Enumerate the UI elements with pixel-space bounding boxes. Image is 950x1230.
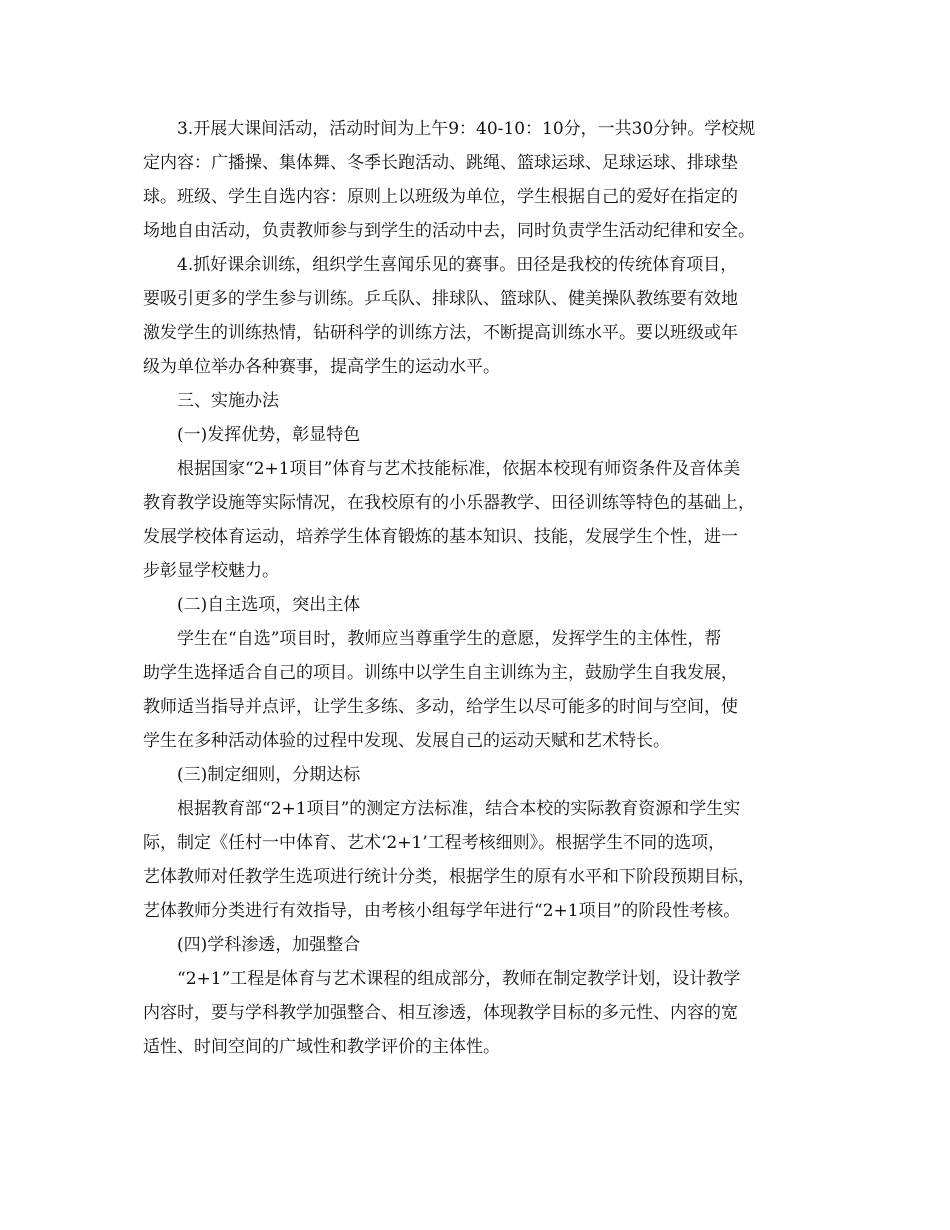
text-line: 4.抓好课余训练，组织学生喜闻乐见的赛事。田径是我校的传统体育项目， (177, 255, 738, 275)
text-line: 3.开展大课间活动，活动时间为上午9：40-10：10分，一共30分钟。学校规 (177, 119, 756, 139)
text-line: 艺体教师对任教学生选项进行统计分类，根据学生的原有水平和下阶段预期目标， (143, 867, 755, 887)
text-line: 内容时，要与学科教学加强整合、相互渗透，体现教学目标的多元性、内容的宽 (143, 1003, 738, 1023)
subheading-self-selection (143, 588, 813, 622)
subheading-subject-integration (143, 928, 813, 962)
heading-line: (三)制定细则，分期达标 (177, 765, 361, 785)
text-line: 根据教育部“2+1项目”的测定方法标准，结合本校的实际教育资源和学生实 (177, 799, 741, 819)
text-line: 根据国家“2+1项目”体育与艺术技能标准，依据本校现有师资条件及音体美 (177, 459, 741, 479)
text-line: 步彰显学校魅力。 (143, 561, 279, 581)
document-body (143, 112, 813, 1064)
text-line: 际，制定《任村一中体育、艺术‘2+1’工程考核细则》。根据学生不同的选项， (143, 833, 726, 853)
heading-line: (一)发挥优势，彰显特色 (177, 425, 361, 445)
text-line: 艺体教师分类进行有效指导，由考核小组每学年进行“2+1项目”的阶段性考核。 (143, 901, 741, 921)
text-line: 教育教学设施等实际情况，在我校原有的小乐器教学、田径训练等特色的基础上， (143, 493, 755, 513)
heading-line: 三、实施办法 (177, 391, 279, 411)
text-line: 激发学生的训练热情，钻研科学的训练方法，不断提高训练水平。要以班级或年 (143, 323, 738, 343)
text-line: 适性、时间空间的广域性和教学评价的主体性。 (143, 1037, 500, 1057)
paragraph-curriculum (143, 962, 813, 1064)
paragraph-after-school-training (143, 248, 813, 384)
heading-line: (二)自主选项，突出主体 (177, 595, 361, 615)
paragraph-student-choice (143, 622, 813, 758)
text-line: 助学生选择适合自己的项目。训练中以学生自主训练为主，鼓励学生自我发展， (143, 663, 738, 683)
text-line: 球。班级、学生自选内容：原则上以班级为单位，学生根据自己的爱好在指定的 (143, 187, 738, 207)
text-line: 级为单位举办各种赛事，提高学生的运动水平。 (143, 357, 500, 377)
text-line: “2+1”工程是体育与艺术课程的组成部分，教师在制定教学计划，设计教学 (177, 969, 741, 989)
subheading-detailed-rules (143, 758, 813, 792)
text-line: 学生在“自选”项目时，教师应当尊重学生的意愿，发挥学生的主体性，帮 (177, 629, 722, 649)
text-line: 教师适当指导并点评，让学生多练、多动，给学生以尽可能多的时间与空间，使 (143, 697, 738, 717)
paragraph-assessment (143, 792, 813, 928)
paragraph-national-standard (143, 452, 813, 588)
subheading-leverage-strengths (143, 418, 813, 452)
text-line: 场地自由活动，负责教师参与到学生的活动中去，同时负责学生活动纪律和安全。 (143, 221, 755, 241)
text-line: 定内容：广播操、集体舞、冬季长跑活动、跳绳、篮球运球、足球运球、排球垫 (143, 153, 738, 173)
heading-line: (四)学科渗透，加强整合 (177, 935, 361, 955)
paragraph-large-break-activity (143, 112, 813, 248)
text-line: 学生在多种活动体验的过程中发现、发展自己的运动天赋和艺术特长。 (143, 731, 670, 751)
text-line: 发展学校体育运动，培养学生体育锻炼的基本知识、技能，发展学生个性，进一 (143, 527, 738, 547)
text-line: 要吸引更多的学生参与训练。乒乓队、排球队、篮球队、健美操队教练要有效地 (143, 289, 738, 309)
section-heading-implementation (143, 384, 813, 418)
